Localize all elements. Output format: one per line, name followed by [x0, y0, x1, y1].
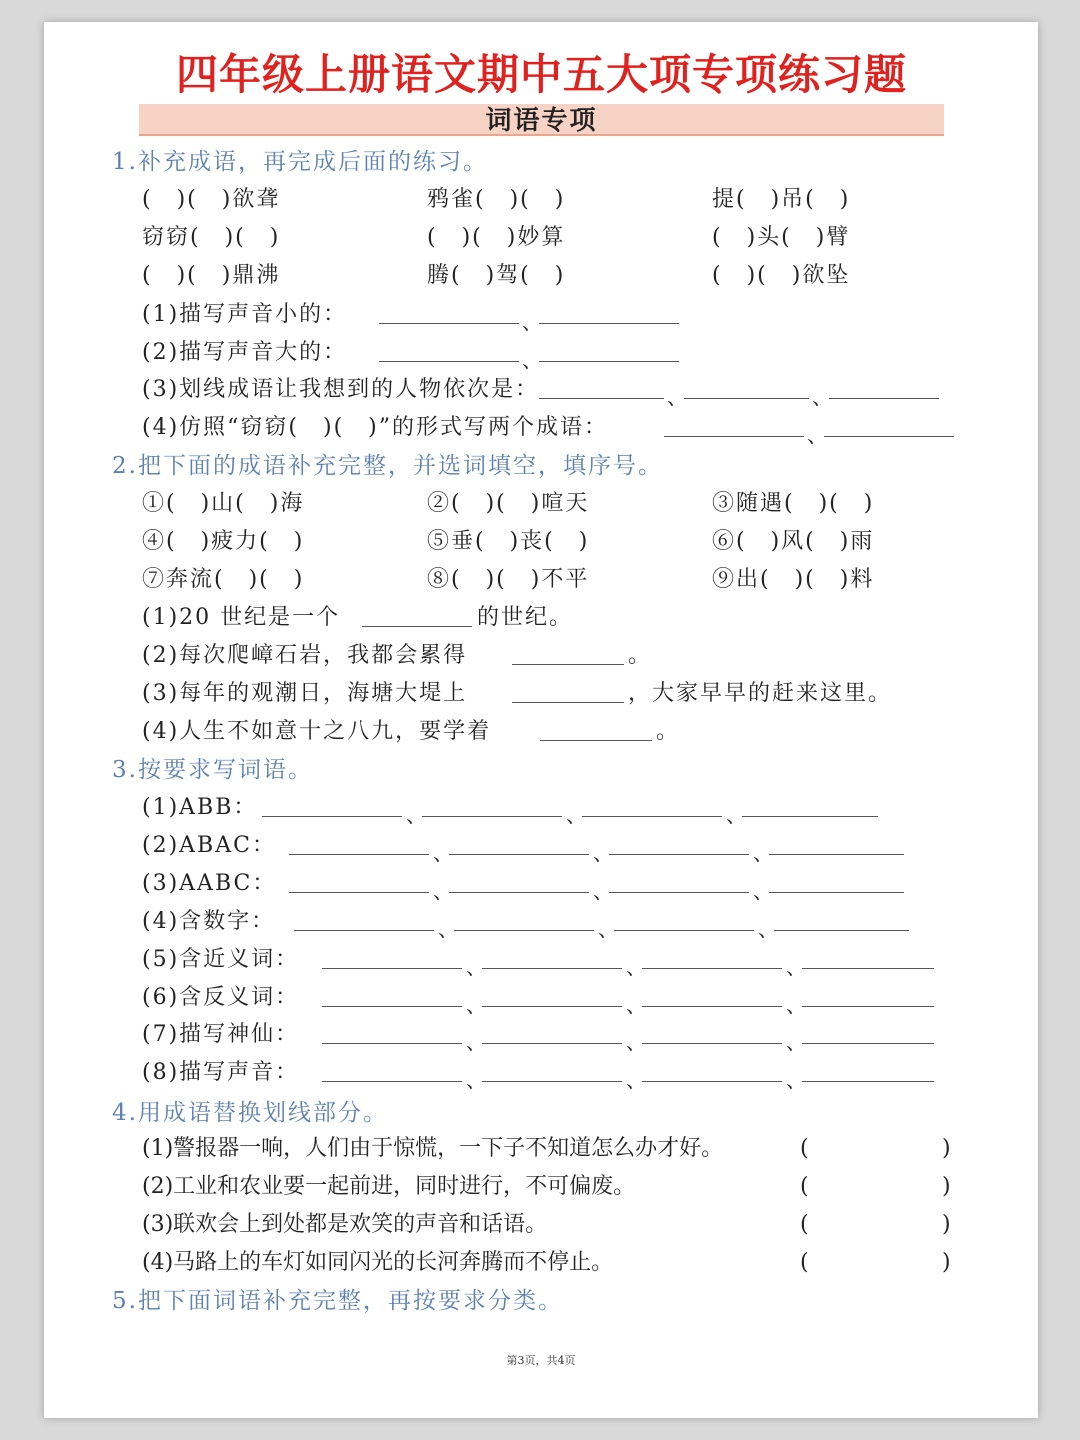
- q3-sub-6: (6)含反义词：: [142, 985, 300, 1010]
- q2-sub-2-start: (2)每次爬嶂石岩，我都会累得: [142, 643, 468, 668]
- answer-line[interactable]: [824, 436, 954, 437]
- answer-line[interactable]: [609, 854, 749, 855]
- separator: 、: [522, 348, 542, 372]
- q1-heading: 1.补充成语，再完成后面的练习。: [112, 149, 488, 175]
- separator: 、: [466, 955, 486, 979]
- q1-idiom-4: 窃窃( )( ): [142, 225, 281, 250]
- separator: 、: [667, 385, 687, 409]
- answer-line[interactable]: [642, 1006, 782, 1007]
- q1-sub-3: (3)划线成语让我想到的人物依次是：: [142, 377, 540, 402]
- q1-idiom-3: 提( )吊( ): [712, 187, 851, 212]
- q2-idiom-9: ⑨出( )( )料: [712, 567, 875, 592]
- q2-idiom-6: ⑥( )风( )雨: [712, 529, 875, 554]
- q4-sub-1: (1)警报器一响，人们由于惊慌，一下子不知道怎么办才好。: [142, 1136, 724, 1161]
- answer-line[interactable]: [482, 968, 622, 969]
- answer-paren-open[interactable]: (: [800, 1250, 809, 1275]
- answer-line[interactable]: [379, 323, 519, 324]
- q1-idiom-8: 腾( )驾( ): [427, 263, 566, 288]
- answer-line[interactable]: [609, 892, 749, 893]
- q2-heading: 2.把下面的成语补充完整，并选词填空，填序号。: [112, 453, 663, 479]
- q2-sub-1-start: (1)20 世纪是一个: [142, 605, 341, 630]
- q2-sub-3-end: ，大家早早的赶来这里。: [628, 681, 893, 706]
- separator: 、: [812, 385, 832, 409]
- separator: 、: [726, 803, 746, 827]
- q1-idiom-1: ( )( )欲聋: [142, 187, 281, 212]
- answer-line[interactable]: [322, 1043, 462, 1044]
- q3-sub-8: (8)描写声音：: [142, 1060, 300, 1085]
- separator: 、: [433, 841, 453, 865]
- answer-line[interactable]: [829, 398, 939, 399]
- answer-line[interactable]: [742, 816, 878, 817]
- answer-line[interactable]: [449, 854, 589, 855]
- answer-paren-close: ): [942, 1136, 951, 1161]
- q3-sub-3: (3)AABC：: [142, 871, 277, 896]
- separator: 、: [626, 1068, 646, 1092]
- separator: 、: [786, 1030, 806, 1054]
- answer-paren-close: ): [942, 1174, 951, 1199]
- q2-sub-2-end: 。: [628, 643, 653, 668]
- q4-sub-2: (2)工业和农业要一起前进，同时进行，不可偏废。: [142, 1174, 636, 1199]
- q1-idiom-2: 鸦雀( )( ): [427, 187, 566, 212]
- separator: 、: [626, 1030, 646, 1054]
- answer-line[interactable]: [642, 1081, 782, 1082]
- q2-sub-4-start: (4)人生不如意十之八九，要学着: [142, 719, 492, 744]
- answer-line[interactable]: [539, 398, 664, 399]
- separator: 、: [438, 917, 458, 941]
- q1-idiom-7: ( )( )鼎沸: [142, 263, 281, 288]
- q4-sub-3: (3)联欢会上到处都是欢笑的声音和话语。: [142, 1212, 548, 1237]
- answer-line[interactable]: [769, 854, 904, 855]
- answer-line[interactable]: [482, 1081, 622, 1082]
- answer-line[interactable]: [289, 892, 429, 893]
- separator: 、: [598, 917, 618, 941]
- answer-paren-close: ): [942, 1212, 951, 1237]
- separator: 、: [786, 1068, 806, 1092]
- q1-idiom-9: ( )( )欲坠: [712, 263, 851, 288]
- answer-line[interactable]: [482, 1006, 622, 1007]
- answer-line[interactable]: [422, 816, 562, 817]
- answer-line[interactable]: [802, 968, 934, 969]
- separator: 、: [466, 1068, 486, 1092]
- worksheet-page: [44, 22, 1038, 1418]
- answer-line[interactable]: [774, 930, 909, 931]
- answer-line[interactable]: [582, 816, 722, 817]
- q2-idiom-2: ②( )( )喧天: [427, 491, 590, 516]
- subtitle-banner: [139, 104, 944, 136]
- answer-line[interactable]: [512, 664, 624, 665]
- q1-idiom-5: ( )( )妙算: [427, 225, 566, 250]
- q2-idiom-3: ③随遇( )( ): [712, 491, 875, 516]
- q3-sub-2: (2)ABAC：: [142, 833, 276, 858]
- answer-line[interactable]: [802, 1006, 934, 1007]
- q4-sub-4: (4)马路上的车灯如同闪光的长河奔腾而不停止。: [142, 1250, 614, 1275]
- separator: 、: [433, 879, 453, 903]
- q3-heading: 3.按要求写词语。: [112, 757, 313, 783]
- q2-idiom-1: ①( )山( )海: [142, 491, 305, 516]
- answer-paren-open[interactable]: (: [800, 1136, 809, 1161]
- separator: 、: [626, 955, 646, 979]
- answer-line[interactable]: [262, 816, 402, 817]
- answer-line[interactable]: [539, 361, 679, 362]
- separator: 、: [753, 879, 773, 903]
- separator: 、: [406, 803, 426, 827]
- answer-line[interactable]: [362, 626, 472, 627]
- q2-sub-4-end: 。: [656, 719, 681, 744]
- answer-line[interactable]: [642, 1043, 782, 1044]
- separator: 、: [626, 993, 646, 1017]
- answer-line[interactable]: [769, 892, 904, 893]
- separator: 、: [593, 879, 613, 903]
- answer-line[interactable]: [539, 323, 679, 324]
- answer-line[interactable]: [322, 968, 462, 969]
- separator: 、: [786, 993, 806, 1017]
- q1-sub-2: (2)描写声音大的：: [142, 340, 348, 365]
- answer-line[interactable]: [802, 1043, 934, 1044]
- separator: 、: [566, 803, 586, 827]
- answer-paren-close: ): [942, 1250, 951, 1275]
- q4-heading: 4.用成语替换划线部分。: [112, 1100, 388, 1126]
- answer-line[interactable]: [540, 740, 652, 741]
- answer-line[interactable]: [482, 1043, 622, 1044]
- answer-line[interactable]: [802, 1081, 934, 1082]
- answer-line[interactable]: [664, 436, 804, 437]
- separator: 、: [466, 1030, 486, 1054]
- q2-sub-3-start: (3)每年的观潮日，海塘大堤上: [142, 681, 468, 706]
- worksheet-title: 四年级上册语文期中五大项专项练习题: [175, 50, 907, 99]
- separator: 、: [807, 423, 827, 447]
- q2-idiom-5: ⑤垂( )丧( ): [427, 529, 590, 554]
- q3-sub-4: (4)含数字：: [142, 909, 276, 934]
- q3-sub-1: (1)ABB：: [142, 795, 258, 820]
- answer-line[interactable]: [614, 930, 754, 931]
- answer-line[interactable]: [322, 1006, 462, 1007]
- q3-sub-7: (7)描写神仙：: [142, 1022, 300, 1047]
- section-subtitle: 词语专项: [485, 106, 598, 136]
- q2-idiom-7: ⑦奔流( )( ): [142, 567, 305, 592]
- answer-line[interactable]: [449, 892, 589, 893]
- separator: 、: [758, 917, 778, 941]
- answer-line[interactable]: [289, 854, 429, 855]
- answer-line[interactable]: [684, 398, 809, 399]
- separator: 、: [753, 841, 773, 865]
- answer-line[interactable]: [379, 361, 519, 362]
- answer-line[interactable]: [512, 702, 624, 703]
- separator: 、: [466, 993, 486, 1017]
- q1-sub-4: (4)仿照“窃窃( )( )”的形式写两个成语：: [142, 415, 608, 440]
- answer-line[interactable]: [642, 968, 782, 969]
- separator: 、: [522, 310, 542, 334]
- q2-idiom-8: ⑧( )( )不平: [427, 567, 590, 592]
- q1-sub-1: (1)描写声音小的：: [142, 302, 348, 327]
- answer-line[interactable]: [322, 1081, 462, 1082]
- q5-heading: 5.把下面词语补充完整，再按要求分类。: [112, 1288, 563, 1314]
- separator: 、: [786, 955, 806, 979]
- q2-sub-1-end: 的世纪。: [477, 605, 574, 630]
- answer-paren-open[interactable]: (: [800, 1212, 809, 1237]
- answer-line[interactable]: [454, 930, 594, 931]
- separator: 、: [593, 841, 613, 865]
- q2-idiom-4: ④( )疲力( ): [142, 529, 305, 554]
- q1-idiom-6: ( )头( )臂: [712, 225, 851, 250]
- q3-sub-5: (5)含近义词：: [142, 947, 300, 972]
- page-number: 第3页，共4页: [506, 1354, 576, 1367]
- answer-line[interactable]: [294, 930, 434, 931]
- answer-paren-open[interactable]: (: [800, 1174, 809, 1199]
